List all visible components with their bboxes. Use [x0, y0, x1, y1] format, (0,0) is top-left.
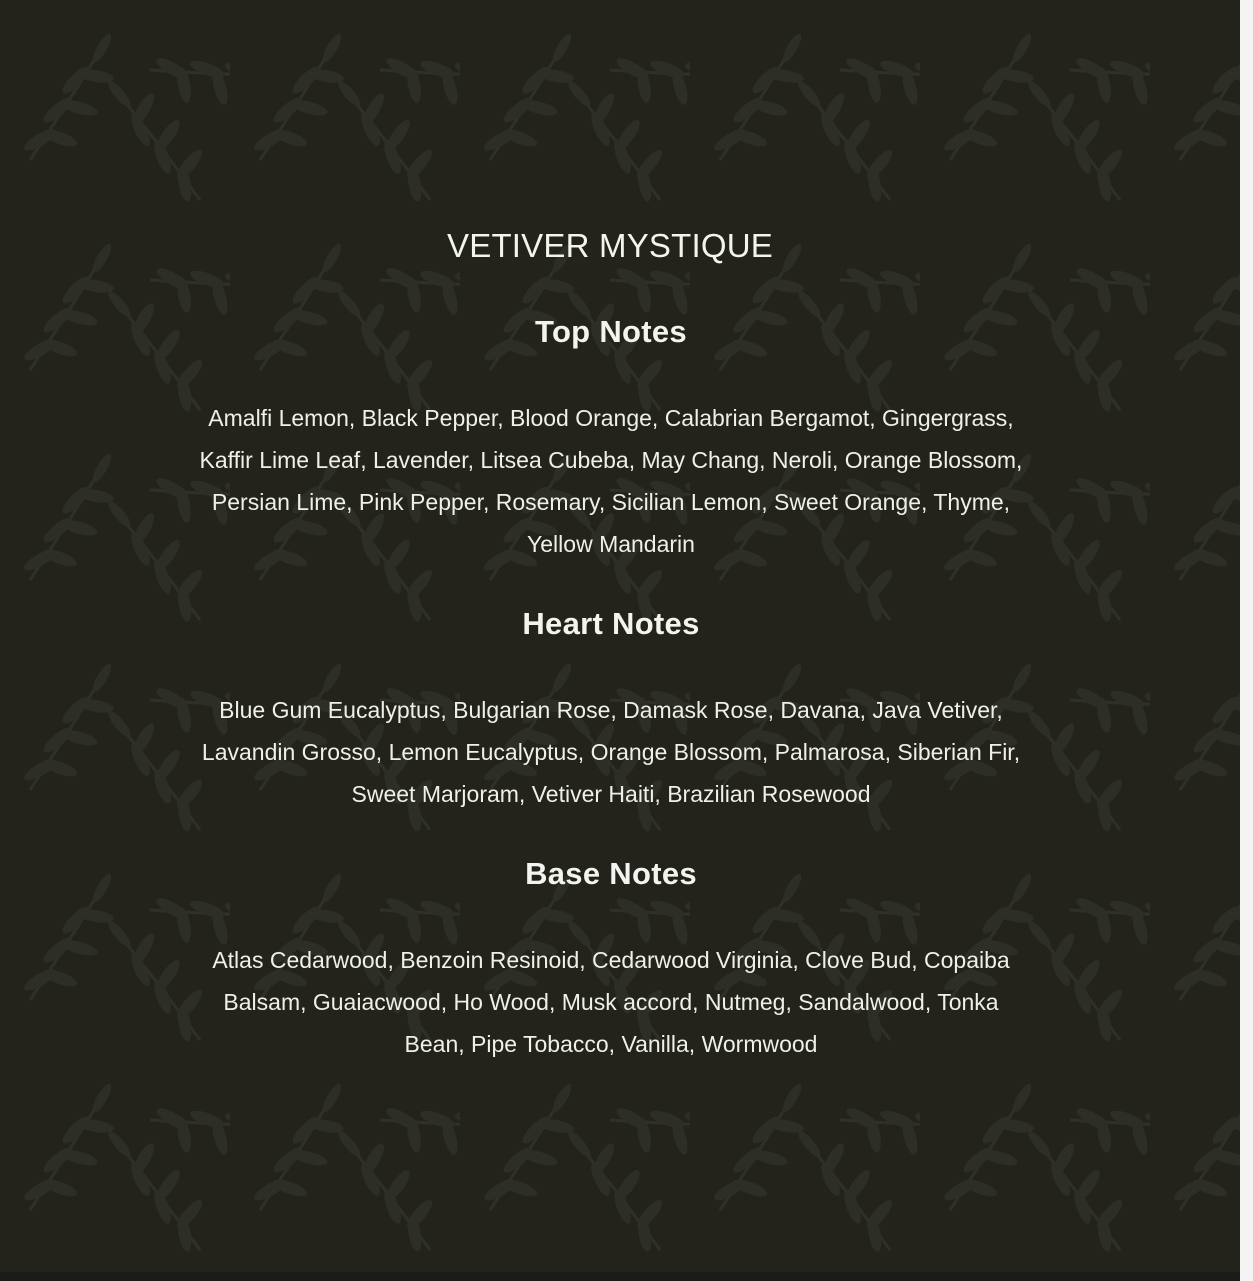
top-notes-list: Amalfi Lemon, Black Pepper, Blood Orange, Calabrian Bergamot, Gingergrass, Kaffir Lime Leaf, Lavender, Litsea Cubeba, May Chang, Neroli, Orange Blossom, Persian Lime, Pink Pepper, Rosemary, Sicilian Lemon, Sweet Orange, Thyme, Yellow Mandarin	[199, 405, 1023, 557]
heart-notes-list: Blue Gum Eucalyptus, Bulgarian Rose, Damask Rose, Davana, Java Vetiver, Lavandin Grosso, Lemon Eucalyptus, Orange Blossom, Palmarosa, Siberian Fir, Sweet Marjoram, Vetiver Haiti, Brazilian Rosewood	[201, 697, 1021, 807]
base-notes-heading: Base Notes	[525, 856, 697, 891]
heart-notes-heading: Heart Notes	[522, 606, 700, 641]
top-notes-heading: Top Notes	[535, 314, 687, 349]
page-bottom-margin	[0, 1272, 1240, 1281]
base-notes-list: Atlas Cedarwood, Benzoin Resinoid, Cedarwood Virginia, Clove Bud, Copaiba Balsam, Guaiacwood, Ho Wood, Musk accord, Nutmeg, Sandalwood, Tonka Bean, Pipe Tobacco, Vanilla, Wormwood	[212, 947, 1010, 1057]
page-right-margin	[1240, 0, 1253, 1281]
fragrance-title: VETIVER MYSTIQUE	[447, 227, 773, 264]
